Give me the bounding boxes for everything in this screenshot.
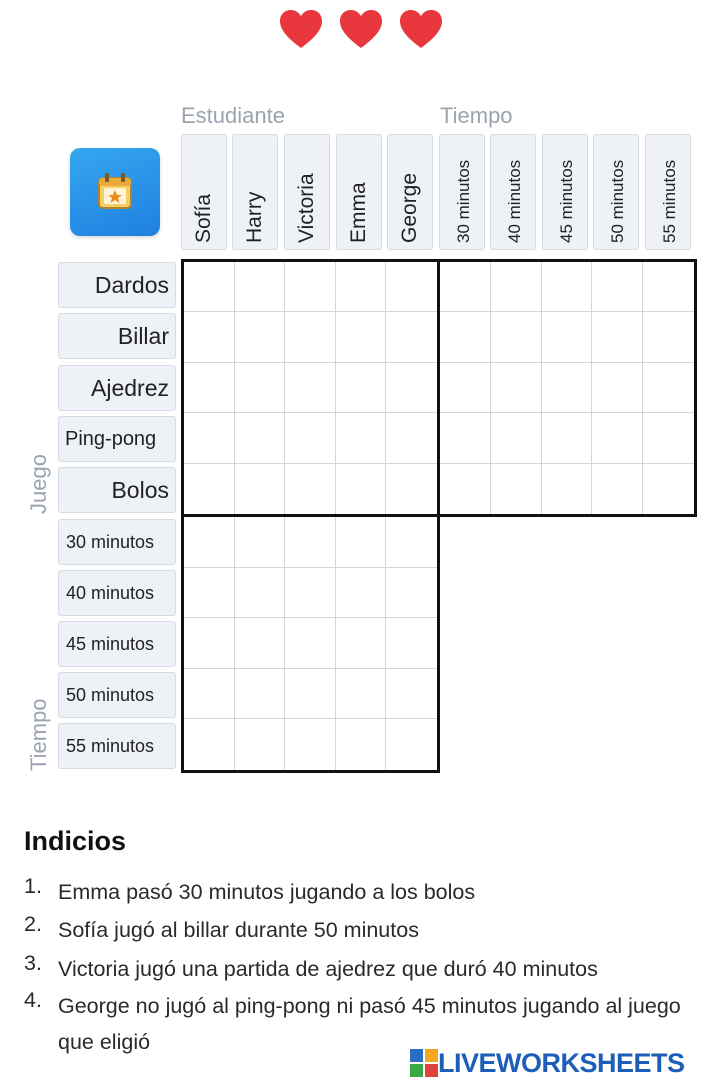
clues-title: Indicios xyxy=(24,826,127,856)
grid-cell[interactable] xyxy=(386,312,437,362)
grid-cell[interactable] xyxy=(184,568,235,619)
row-header-time: 50 minutos xyxy=(58,672,176,718)
grid-cell[interactable] xyxy=(184,413,235,463)
grid-cell[interactable] xyxy=(235,669,286,720)
calendar-app-icon xyxy=(70,148,160,236)
grid-cell[interactable] xyxy=(184,669,235,720)
grid-cell[interactable] xyxy=(542,262,593,312)
col-header-time: 50 minutos xyxy=(593,134,639,250)
row-header-game: Ping-pong xyxy=(58,416,176,462)
game-side-label: Juego xyxy=(26,454,51,514)
grid-cell[interactable] xyxy=(491,464,542,514)
grid-block-game-student xyxy=(181,259,440,517)
col-header-student: George xyxy=(387,134,433,250)
grid-cell[interactable] xyxy=(285,719,336,770)
grid-cell[interactable] xyxy=(184,517,235,568)
row-header-game: Bolos xyxy=(58,467,176,513)
time-group-label: Tiempo xyxy=(440,103,513,128)
grid-cell[interactable] xyxy=(285,464,336,514)
grid-cell[interactable] xyxy=(235,618,286,669)
grid-cell[interactable] xyxy=(386,262,437,312)
grid-cell[interactable] xyxy=(184,618,235,669)
col-header-time: 40 minutos xyxy=(490,134,536,250)
grid-cell[interactable] xyxy=(184,719,235,770)
grid-cell[interactable] xyxy=(336,312,387,362)
row-header-game: Dardos xyxy=(58,262,176,308)
grid-cell[interactable] xyxy=(643,262,694,312)
grid-cell[interactable] xyxy=(542,363,593,413)
col-header-student: Emma xyxy=(336,134,382,250)
clue-text: George no jugó al ping-pong ni pasó 45 minutos jugando al juego que eligió xyxy=(58,994,681,1054)
grid-cell[interactable] xyxy=(184,464,235,514)
grid-cell[interactable] xyxy=(184,363,235,413)
grid-cell[interactable] xyxy=(440,262,491,312)
grid-cell[interactable] xyxy=(285,669,336,720)
clue-text: Victoria jugó una partida de ajedrez que duró 40 minutos xyxy=(58,957,598,981)
grid-cell[interactable] xyxy=(336,413,387,463)
lives-hearts xyxy=(278,8,444,52)
grid-cell[interactable] xyxy=(285,568,336,619)
grid-cell[interactable] xyxy=(542,413,593,463)
grid-cell[interactable] xyxy=(491,262,542,312)
grid-cell[interactable] xyxy=(336,618,387,669)
clue-text: Emma pasó 30 minutos jugando a los bolos xyxy=(58,880,476,904)
grid-cell[interactable] xyxy=(386,669,437,720)
row-header-time: 30 minutos xyxy=(58,519,176,565)
grid-cell[interactable] xyxy=(285,363,336,413)
grid-cell[interactable] xyxy=(440,464,491,514)
row-header-time: 40 minutos xyxy=(58,570,176,616)
grid-cell[interactable] xyxy=(184,312,235,362)
col-header-time: 55 minutos xyxy=(645,134,691,250)
grid-cell[interactable] xyxy=(643,363,694,413)
row-header-game: Billar xyxy=(58,313,176,359)
grid-cell[interactable] xyxy=(491,363,542,413)
row-header-time: 55 minutos xyxy=(58,723,176,769)
col-header-time: 45 minutos xyxy=(542,134,588,250)
grid-cell[interactable] xyxy=(643,312,694,362)
liveworksheets-logo-icon xyxy=(410,1049,438,1077)
grid-cell[interactable] xyxy=(336,517,387,568)
grid-block-time-student xyxy=(181,514,440,773)
grid-cell[interactable] xyxy=(235,568,286,619)
calendar-icon xyxy=(97,172,133,210)
grid-cell[interactable] xyxy=(285,312,336,362)
col-header-student: Sofía xyxy=(181,134,227,250)
grid-cell[interactable] xyxy=(592,312,643,362)
grid-cell[interactable] xyxy=(386,413,437,463)
grid-cell[interactable] xyxy=(643,464,694,514)
grid-cell[interactable] xyxy=(235,363,286,413)
grid-cell[interactable] xyxy=(336,669,387,720)
clue-number: 2. xyxy=(24,912,42,936)
grid-cell[interactable] xyxy=(285,413,336,463)
grid-cell[interactable] xyxy=(336,568,387,619)
clue-item xyxy=(24,874,698,910)
liveworksheets-brand xyxy=(410,1047,685,1079)
grid-cell[interactable] xyxy=(235,312,286,362)
grid-block-game-time xyxy=(437,259,697,517)
grid-cell[interactable] xyxy=(235,719,286,770)
grid-cell[interactable] xyxy=(386,568,437,619)
row-header-time: 45 minutos xyxy=(58,621,176,667)
grid-cell[interactable] xyxy=(542,464,593,514)
grid-cell[interactable] xyxy=(491,413,542,463)
grid-cell[interactable] xyxy=(336,464,387,514)
grid-cell[interactable] xyxy=(491,312,542,362)
grid-cell[interactable] xyxy=(285,517,336,568)
col-header-time: 30 minutos xyxy=(439,134,485,250)
brand-text: LIVEWORKSHEETS xyxy=(438,1047,685,1078)
grid-cell[interactable] xyxy=(235,517,286,568)
grid-cell[interactable] xyxy=(643,413,694,463)
heart-icon xyxy=(398,8,444,50)
grid-cell[interactable] xyxy=(592,413,643,463)
grid-cell[interactable] xyxy=(386,719,437,770)
row-header-game: Ajedrez xyxy=(58,365,176,411)
grid-cell[interactable] xyxy=(386,464,437,514)
grid-cell[interactable] xyxy=(440,413,491,463)
time-side-label: Tiempo xyxy=(26,698,51,771)
grid-cell[interactable] xyxy=(386,517,437,568)
grid-cell[interactable] xyxy=(386,363,437,413)
grid-cell[interactable] xyxy=(440,312,491,362)
grid-cell[interactable] xyxy=(285,618,336,669)
heart-icon xyxy=(278,8,324,50)
clue-text: Sofía jugó al billar durante 50 minutos xyxy=(58,918,419,942)
grid-cell[interactable] xyxy=(386,618,437,669)
grid-cell[interactable] xyxy=(235,262,286,312)
clue-item xyxy=(24,912,698,948)
col-header-student: Harry xyxy=(232,134,278,250)
grid-cell[interactable] xyxy=(592,363,643,413)
grid-cell[interactable] xyxy=(592,464,643,514)
heart-icon xyxy=(338,8,384,50)
grid-cell[interactable] xyxy=(336,262,387,312)
grid-cell[interactable] xyxy=(235,413,286,463)
grid-cell[interactable] xyxy=(184,262,235,312)
clue-number: 4. xyxy=(24,988,42,1012)
clue-number: 1. xyxy=(24,874,42,898)
grid-cell[interactable] xyxy=(542,312,593,362)
grid-cell[interactable] xyxy=(592,262,643,312)
clue-item xyxy=(24,951,698,987)
student-group-label: Estudiante xyxy=(181,103,285,128)
grid-cell[interactable] xyxy=(440,363,491,413)
grid-cell[interactable] xyxy=(336,363,387,413)
grid-cell[interactable] xyxy=(336,719,387,770)
grid-cell[interactable] xyxy=(235,464,286,514)
clue-number: 3. xyxy=(24,951,42,975)
grid-cell[interactable] xyxy=(285,262,336,312)
col-header-student: Victoria xyxy=(284,134,330,250)
